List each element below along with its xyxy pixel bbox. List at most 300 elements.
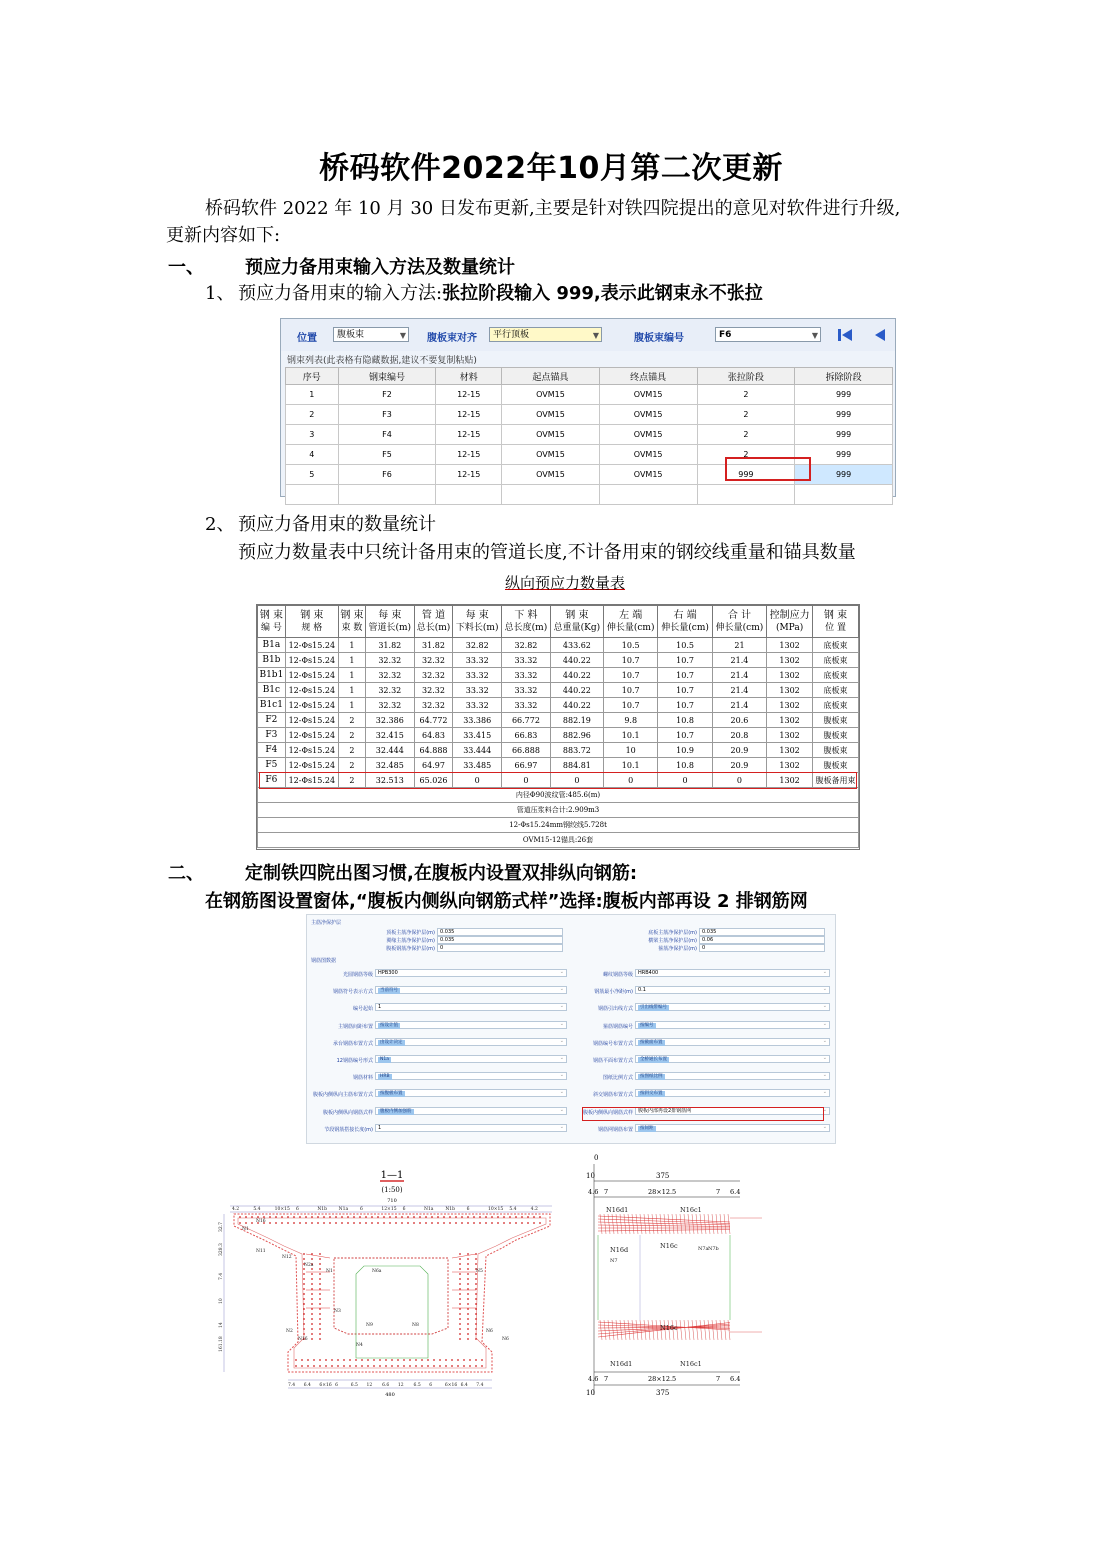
rebar-line (704, 1320, 706, 1340)
dimension-label: N1b (317, 1207, 328, 1212)
table-cell: 10.8 (658, 713, 712, 728)
table-cell[interactable]: OVM15 (502, 465, 600, 485)
rebar-dot (323, 1216, 325, 1218)
rebar-dot (419, 1222, 421, 1224)
field-label: 承台钢筋布置方式 (332, 1040, 373, 1047)
col-header (414, 606, 453, 638)
rebar-line (720, 1320, 722, 1340)
rebar-dot (467, 1308, 469, 1310)
table-cell[interactable]: 1 (286, 385, 339, 405)
table-cell[interactable]: 2 (697, 445, 795, 465)
col-header: 钢束编号 (338, 368, 436, 385)
rebar-dot (439, 1359, 441, 1361)
field-select[interactable] (635, 969, 830, 977)
table-cell[interactable]: OVM15 (502, 445, 600, 465)
rebar-dot (319, 1303, 321, 1305)
table-cell: 1302 (767, 683, 813, 698)
rebar-dot (319, 1263, 321, 1265)
table-cell: 66.772 (502, 713, 551, 728)
cover-input[interactable]: 0.035 (699, 928, 825, 936)
rebar-dot (475, 1288, 477, 1290)
rebar-dot (459, 1298, 461, 1300)
rebar-dot (319, 1333, 321, 1335)
table-cell[interactable] (795, 485, 893, 505)
rebar-dot (303, 1333, 305, 1335)
table-cell: 32.32 (365, 668, 414, 683)
rebar-dot (497, 1216, 499, 1218)
rebar-line (640, 1320, 642, 1340)
table-cell: 32.32 (365, 683, 414, 698)
table-cell[interactable]: 2 (697, 405, 795, 425)
rebar-settings-window (306, 914, 836, 1144)
rebar-dot (275, 1222, 277, 1224)
table-cell: 12-Φs15.24 (285, 683, 338, 698)
chevron-down-icon: ⌄ (822, 1106, 827, 1113)
chevron-down-icon: ⌄ (559, 1055, 564, 1061)
rebar-dot (383, 1222, 385, 1224)
field-select[interactable] (635, 1038, 830, 1046)
dimension-label: 12 (397, 1383, 404, 1388)
table-cell[interactable]: F2 (338, 385, 436, 405)
rebar-dot (377, 1216, 379, 1218)
rebar-dot (475, 1258, 477, 1260)
cover-input[interactable]: 0.035 (437, 928, 563, 936)
dimension-label: 6.5 (350, 1383, 358, 1388)
rebar-dot (509, 1216, 511, 1218)
rebar-dot (415, 1365, 417, 1367)
rebar-dot (467, 1313, 469, 1315)
table-cell: 21 (712, 638, 766, 653)
rebar-line (598, 1222, 730, 1225)
rebar-dot (319, 1328, 321, 1330)
cover-input[interactable]: 0 (699, 944, 825, 952)
table-cell: B1b (258, 653, 286, 668)
rebar-dot (281, 1216, 283, 1218)
table-cell: 32.82 (453, 638, 502, 653)
rebar-dot (419, 1216, 421, 1218)
rebar-dot (459, 1263, 461, 1265)
table-cell[interactable]: 999 (795, 425, 893, 445)
group-rebar-data: 钢筋图数据 (311, 958, 337, 964)
table-row-empty[interactable] (286, 485, 893, 505)
table-cell[interactable] (286, 485, 339, 505)
tendon-list-caption: 钢束列表(此表格有隐藏数据,建议不要复制粘贴) (287, 356, 477, 366)
field-select[interactable] (635, 1072, 830, 1080)
col-header (658, 606, 712, 638)
table-cell: 1 (338, 653, 365, 668)
rebar-dot (303, 1293, 305, 1295)
col-header (365, 606, 414, 638)
rebar-dot (303, 1308, 305, 1310)
rebar-dot (431, 1216, 433, 1218)
table-cell: 12-Φs15.24 (285, 743, 338, 758)
col-header-line2: 伸长量(cm) (606, 622, 655, 633)
field-label: 螺纹钢筋等级 (602, 972, 633, 978)
rebar-dot (459, 1333, 461, 1335)
cover-input[interactable]: 0.035 (437, 936, 563, 944)
table-cell[interactable]: 999 (697, 465, 795, 485)
rebar-dot (459, 1278, 461, 1280)
table-cell[interactable]: OVM15 (599, 425, 697, 445)
table-cell: 10.8 (658, 758, 712, 773)
chevron-down-icon: ⌄ (822, 1089, 827, 1096)
table-cell: 10.9 (658, 743, 712, 758)
rebar-dot (469, 1365, 471, 1367)
rebar-dot (373, 1365, 375, 1367)
chevron-down-icon: ▼ (811, 331, 818, 340)
table-cell: 12-Φs15.24 (285, 698, 338, 713)
rebar-label: N1 (326, 1269, 333, 1274)
rebar-dot (317, 1222, 319, 1224)
tendon-table (285, 367, 893, 505)
table-cell: 33.444 (453, 743, 502, 758)
table-footer-row (258, 818, 859, 833)
rebar-dot (421, 1359, 423, 1361)
rebar-dot (367, 1359, 369, 1361)
col-header-line2: 总长度(m) (504, 622, 548, 633)
table-cell[interactable]: 12-15 (436, 465, 502, 485)
col-header-line2: 总重量(Kg) (553, 622, 601, 633)
rebar-line (644, 1214, 646, 1234)
table-cell[interactable]: OVM15 (599, 465, 697, 485)
group-cover: 主筋净保护层 (311, 920, 342, 926)
rebar-dot (459, 1293, 461, 1295)
section1-heading: 预应力备用束输入方法及数量统计 (245, 257, 515, 278)
table-cell: 10.5 (603, 638, 657, 653)
dimension-label: 5.4 (253, 1207, 261, 1212)
table-cell: 33.32 (502, 683, 551, 698)
rebar-dot (305, 1216, 307, 1218)
rebar-dot (319, 1298, 321, 1300)
rebar-dot (455, 1216, 457, 1218)
table-cell: 33.485 (453, 758, 502, 773)
rebar-label: N6 (502, 1337, 509, 1342)
rebar-dot (443, 1216, 445, 1218)
rebar-dot (407, 1216, 409, 1218)
table-cell: 10 (603, 743, 657, 758)
rebar-dot (299, 1222, 301, 1224)
rebar-line (708, 1320, 710, 1340)
table-cell: 20.9 (712, 758, 766, 773)
table-cell: 433.62 (550, 638, 603, 653)
field-select[interactable] (635, 1021, 830, 1029)
table-row (258, 758, 859, 773)
rebar-dot (311, 1258, 313, 1260)
table-cell[interactable] (502, 485, 600, 505)
table-cell: 440.22 (550, 668, 603, 683)
chevron-down-icon: ⌄ (559, 1123, 564, 1130)
table-cell[interactable]: F4 (338, 425, 436, 445)
field-value: 按腹板布置 (380, 1091, 403, 1097)
field-select[interactable] (635, 986, 830, 994)
table-cell[interactable]: 12-15 (436, 385, 502, 405)
table-cell[interactable]: OVM15 (502, 385, 600, 405)
table-cell[interactable]: 12-15 (436, 425, 502, 445)
table-cell: 10.1 (603, 758, 657, 773)
table-row[interactable] (286, 385, 893, 405)
rebar-dot (391, 1359, 393, 1361)
previous-record-icon[interactable] (871, 326, 889, 344)
table-cell[interactable] (338, 485, 436, 505)
table-cell[interactable]: OVM15 (502, 425, 600, 445)
tendon-list-window (280, 318, 896, 497)
rebar-line (680, 1320, 682, 1340)
table-cell: 31.82 (365, 638, 414, 653)
dim-text: 10 (586, 1389, 595, 1397)
tendon-number-select[interactable] (715, 327, 821, 342)
table-cell[interactable]: OVM15 (599, 445, 697, 465)
table-cell: 440.22 (550, 683, 603, 698)
rebar-label: N9 (366, 1323, 373, 1328)
dimension-label: 10 (219, 1298, 224, 1304)
cover-label: 底板主筋净保护层(m) (648, 930, 697, 936)
chevron-down-icon: ▼ (592, 331, 599, 340)
rebar-dot (301, 1359, 303, 1361)
field-select[interactable] (635, 1124, 830, 1132)
rebar-dot (475, 1293, 477, 1295)
field-label: 钢筋平面布置方式 (592, 1058, 633, 1064)
rebar-dot (455, 1222, 457, 1224)
table-cell[interactable]: 3 (286, 425, 339, 445)
table-cell[interactable]: 2 (697, 385, 795, 405)
col-header: 序号 (286, 368, 339, 385)
rebar-dot (319, 1283, 321, 1285)
field-value: 引出线带编号 (640, 1005, 667, 1011)
cover-input[interactable]: 0.06 (699, 936, 825, 944)
dimension-label: 14 (219, 1322, 224, 1328)
table-cell: 1 (338, 698, 365, 713)
rebar-dot (251, 1222, 253, 1224)
rebar-dot (245, 1216, 247, 1218)
table-cell[interactable]: OVM15 (502, 405, 600, 425)
table-cell[interactable]: 2 (286, 405, 339, 425)
rebar-dot (361, 1359, 363, 1361)
table-cell[interactable]: 4 (286, 445, 339, 465)
rebar-dot (463, 1359, 465, 1361)
table-cell[interactable]: 12-15 (436, 405, 502, 425)
rebar-dot (331, 1359, 333, 1361)
dim-text: 375 (656, 1172, 670, 1180)
rebar-line (648, 1214, 650, 1234)
rebar-dot (509, 1222, 511, 1224)
rebar-dot (307, 1365, 309, 1367)
table-cell: 1302 (767, 713, 813, 728)
rebar-dot (341, 1222, 343, 1224)
dimension-label: 12×15 (381, 1207, 397, 1212)
rebar-dot (251, 1216, 253, 1218)
field-value: 腹板内部再设2排钢筋网 (638, 1107, 692, 1114)
table-cell: 2 (338, 773, 365, 788)
rebar-dot (475, 1308, 477, 1310)
field-label: 钢筋最小净距(m) (594, 989, 633, 996)
rebar-dot (413, 1222, 415, 1224)
cover-input[interactable]: 0 (437, 944, 563, 952)
rebar-dot (319, 1323, 321, 1325)
rebar-dot (319, 1308, 321, 1310)
table-cell: 1302 (767, 773, 813, 788)
table-cell: 64.83 (414, 728, 453, 743)
field-label: 12钢筋编号形式 (336, 1058, 373, 1064)
chevron-down-icon: ⌄ (822, 1020, 827, 1027)
table-cell[interactable]: 12-15 (436, 445, 502, 465)
table-cell: F5 (258, 758, 286, 773)
rebar-dot (319, 1278, 321, 1280)
field-value: HRB (380, 1074, 390, 1080)
bar-label: N7a (698, 1246, 709, 1252)
rebar-dot (425, 1216, 427, 1218)
rebar-dot (353, 1222, 355, 1224)
table-cell: 32.513 (365, 773, 414, 788)
intro-line-1: 桥码软件 2022 年 10 月 30 日发布更新,主要是针对铁四院提出的意见对软件进行升级, (205, 198, 901, 219)
dimension-label: 328.3 (219, 1243, 224, 1256)
rebar-dot (353, 1216, 355, 1218)
rebar-dot (467, 1338, 469, 1340)
rebar-dot (325, 1365, 327, 1367)
align-select[interactable] (489, 327, 602, 342)
rebar-dot (319, 1293, 321, 1295)
chevron-down-icon: ⌄ (559, 1106, 564, 1113)
tendon-number-value: F6 (719, 330, 732, 340)
item2-description: 预应力数量表中只统计备用束的管道长度,不计备用束的钢绞线重量和锚具数量 (238, 542, 856, 563)
table-cell: 10.5 (658, 638, 712, 653)
table-cell: F6 (258, 773, 286, 788)
highlight-box (582, 1107, 824, 1121)
col-header (502, 606, 551, 638)
field-select[interactable] (635, 1003, 830, 1011)
table-cell[interactable]: F5 (338, 445, 436, 465)
cover-label: 横梁主筋净保护层(m) (648, 938, 697, 944)
rebar-dot (319, 1253, 321, 1255)
table-cell: 33.32 (453, 653, 502, 668)
table-cell: 9.8 (603, 713, 657, 728)
col-header-line1: 钢 束 (565, 609, 589, 621)
rebar-dot (467, 1273, 469, 1275)
bottom-total-dim: 480 (385, 1392, 395, 1398)
table-cell[interactable]: F3 (338, 405, 436, 425)
table-cell[interactable]: OVM15 (599, 405, 697, 425)
rebar-dot (365, 1222, 367, 1224)
table-cell: 1302 (767, 728, 813, 743)
table-cell[interactable]: 999 (795, 445, 893, 465)
rebar-dot (337, 1365, 339, 1367)
field-select[interactable] (635, 1055, 830, 1063)
table-cell[interactable] (697, 485, 795, 505)
dimension-label: 6.5 (413, 1383, 421, 1388)
page-title: 桥码软件2022年10月第二次更新 (319, 151, 783, 186)
table-cell: 腹板备用束 (813, 773, 859, 788)
rebar-line (708, 1214, 710, 1234)
table-row[interactable] (286, 405, 893, 425)
rebar-dot (295, 1359, 297, 1361)
table-cell: 33.32 (453, 668, 502, 683)
table-cell[interactable]: 999 (795, 385, 893, 405)
first-record-icon[interactable] (836, 326, 854, 344)
table-cell[interactable] (436, 485, 502, 505)
dimension-label: 7.4 (288, 1383, 296, 1388)
rebar-dot (521, 1216, 523, 1218)
rebar-dot (527, 1216, 529, 1218)
rebar-dot (303, 1303, 305, 1305)
rebar-label: N5 (476, 1269, 483, 1274)
table-row[interactable] (286, 425, 893, 445)
rebar-dot (445, 1359, 447, 1361)
dim-text: 7 (604, 1375, 609, 1383)
field-value: 1 (378, 1124, 382, 1131)
rebar-label: N4 (356, 1343, 363, 1348)
rebar-dot (371, 1222, 373, 1224)
table-cell[interactable] (599, 485, 697, 505)
field-select[interactable] (635, 1089, 830, 1097)
rebar-dot (303, 1273, 305, 1275)
rebar-dot (503, 1222, 505, 1224)
rebar-dot (341, 1216, 343, 1218)
table-cell[interactable]: 999 (795, 405, 893, 425)
rebar-dot (403, 1365, 405, 1367)
table-cell: 10.7 (658, 683, 712, 698)
rebar-dot (385, 1365, 387, 1367)
table-cell: 底板束 (813, 668, 859, 683)
rebar-dot (303, 1278, 305, 1280)
field-value: 由设计决定 (380, 1039, 403, 1045)
rebar-dot (433, 1365, 435, 1367)
dimension-label: N1a (338, 1207, 349, 1212)
rebar-dot (467, 1263, 469, 1265)
rebar-dot (337, 1359, 339, 1361)
table-cell[interactable]: 999 (795, 465, 893, 485)
table-cell[interactable]: 2 (697, 425, 795, 445)
chevron-down-icon: ⌄ (559, 1037, 564, 1044)
rebar-dot (389, 1216, 391, 1218)
rebar-dot (395, 1216, 397, 1218)
rebar-dot (311, 1313, 313, 1315)
table-cell: 20.6 (712, 713, 766, 728)
table-cell: 65.026 (414, 773, 453, 788)
girder-outline (234, 1214, 550, 1372)
rebar-dot (475, 1283, 477, 1285)
col-header-line2: (MPa) (775, 622, 804, 633)
table-footer: 内径Φ90波纹管:485.6(m) (258, 788, 859, 803)
cover-label: 箍筋净保护层(m) (658, 946, 697, 952)
dimension-label: 12 (366, 1383, 373, 1388)
col-header-line2: 管道长(m) (368, 622, 412, 633)
table-footer: 12-Φs15.24mm钢绞线5.728t (258, 818, 859, 833)
rebar-line (688, 1320, 690, 1340)
chevron-down-icon: ⌄ (559, 969, 564, 975)
table-cell: 0 (502, 773, 551, 788)
section1-number: 一、 (168, 257, 204, 278)
table-cell: 20.9 (712, 743, 766, 758)
col-header-line1: 每 束 (465, 609, 489, 621)
table-footer-row (258, 803, 859, 818)
field-label: 箍筋钢筋编号 (602, 1023, 633, 1030)
section-scale: (1:50) (381, 1186, 403, 1194)
rebar-dot (245, 1222, 247, 1224)
rebar-dot (319, 1318, 321, 1320)
table-cell: 21.4 (712, 653, 766, 668)
col-header: 材料 (436, 368, 502, 385)
table-row (258, 698, 859, 713)
table-cell: 33.32 (502, 698, 551, 713)
rebar-dot (397, 1359, 399, 1361)
table-cell: 883.72 (550, 743, 603, 758)
table-cell[interactable]: OVM15 (599, 385, 697, 405)
table-cell: 2 (338, 758, 365, 773)
table-cell[interactable]: F6 (338, 465, 436, 485)
position-select[interactable] (333, 327, 409, 342)
top-total-dim: 710 (387, 1198, 397, 1204)
table-cell[interactable]: 5 (286, 465, 339, 485)
rebar-dot (467, 1283, 469, 1285)
